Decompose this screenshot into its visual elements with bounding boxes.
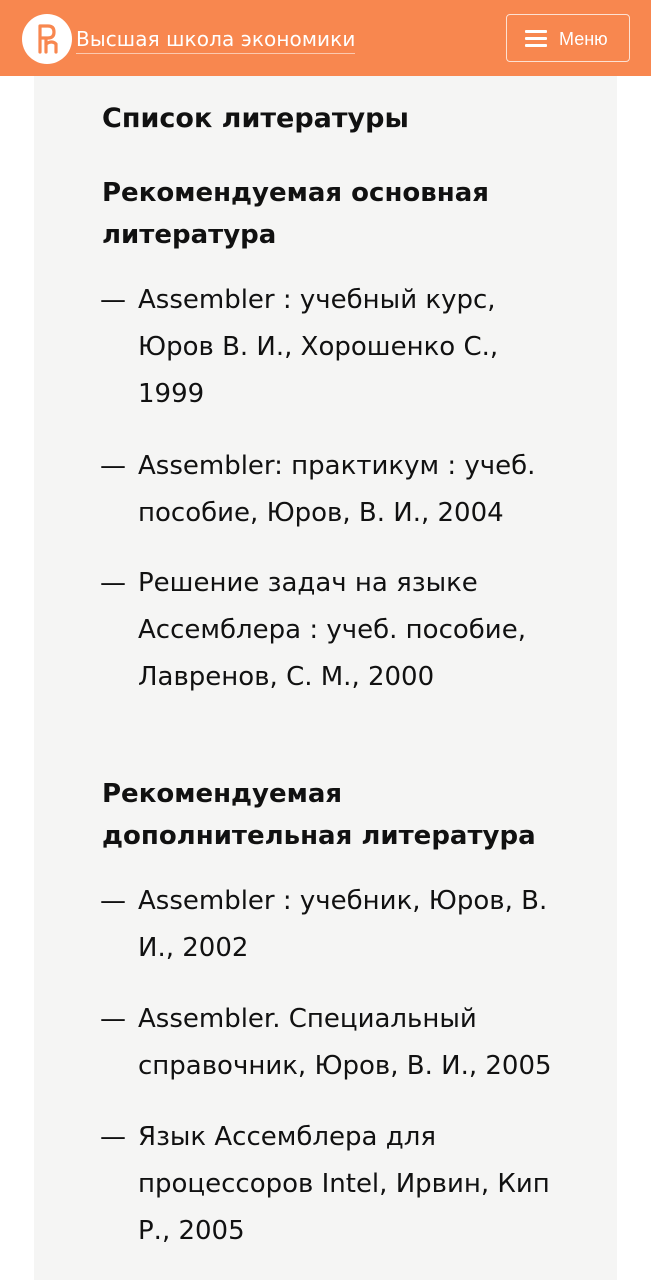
list-dash: — — [100, 1122, 126, 1152]
main-literature-title: Рекомендуемая основная литература — [102, 178, 489, 250]
list-dash: — — [100, 1004, 126, 1034]
literature-item-text: Assembler : учебный курс, Юров В. И., Хорошенко С., 1999 — [138, 285, 499, 409]
literature-item-text: Решение задач на языке Ассемблера : учеб. пособие, Лавренов, С. М., 2000 — [138, 568, 526, 692]
list-dash: — — [100, 451, 126, 481]
literature-item-text: Assembler: практикум : учеб. пособие, Юров, В. И., 2004 — [138, 451, 536, 528]
menu-label: Меню — [559, 29, 608, 49]
literature-item-text: Assembler : учебник, Юров, В. И., 2002 — [138, 886, 548, 963]
menu-button[interactable] — [506, 14, 630, 62]
hamburger-menu-icon — [525, 30, 547, 47]
literature-section-title: Список литературы — [102, 103, 409, 134]
list-dash: — — [100, 568, 126, 598]
site-header — [0, 0, 651, 76]
literature-item-text: Assembler. Специальный справочник, Юров, В. И., 2005 — [138, 1004, 552, 1081]
additional-literature-title: Рекомендуемая дополнительная литература — [102, 779, 536, 851]
literature-item-text: Язык Ассемблера для процессоров Intel, Ирвин, Кип Р., 2005 — [138, 1122, 550, 1246]
list-dash: — — [100, 886, 126, 916]
site-name-link[interactable]: Высшая школа экономики — [76, 25, 355, 54]
hse-logo-icon[interactable] — [22, 14, 72, 64]
list-dash: — — [100, 285, 126, 315]
hse-logo-glyph — [22, 14, 72, 64]
